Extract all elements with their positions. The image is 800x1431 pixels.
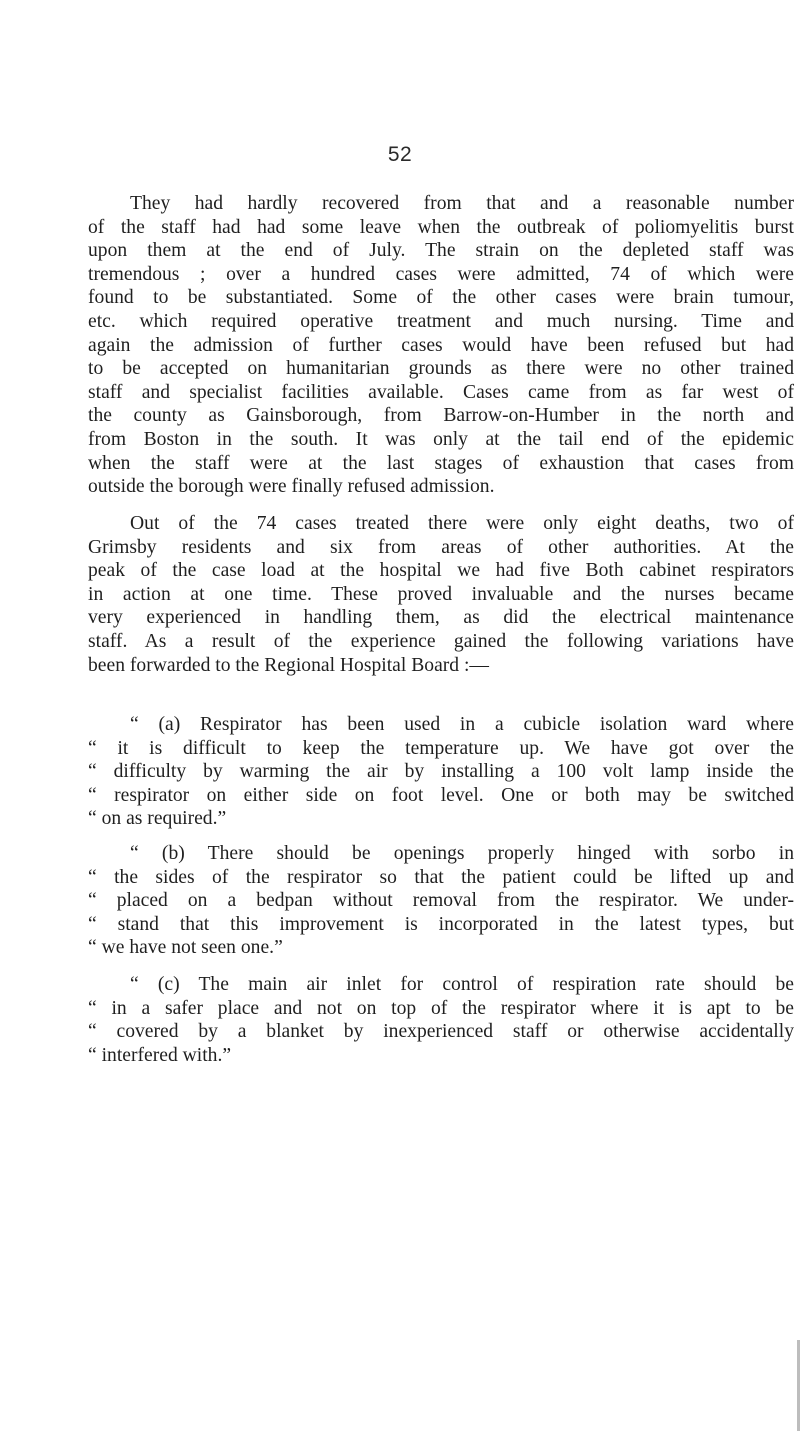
text-line: been forwarded to the Regional Hospital Board :—	[88, 654, 490, 676]
text-line: of the staff had had some leave when the outbreak of poliomyelitis burst	[88, 216, 794, 238]
text-line: very experienced in handling them, as did the electrical maintenance	[88, 607, 794, 629]
text-line: to be accepted on humanitarian grounds as there were no other trained	[88, 358, 794, 380]
text-line: again the admission of further cases would have been refused but had	[88, 334, 794, 356]
text-line: outside the borough were finally refused admission.	[88, 476, 495, 498]
text-line: “ stand that this improvement is incorporated in the latest types, but	[88, 913, 794, 935]
text-line: Out of the 74 cases treated there were only eight deaths, two of	[130, 513, 794, 534]
text-line: “ on as required.”	[88, 808, 227, 830]
text-line: staff and specialist facilities available. Cases came from as far west of	[88, 381, 794, 403]
text-line: “ (c) The main air inlet for control of respiration rate should be	[130, 974, 794, 995]
text-line: etc. which required operative treatment and much nursing. Time and	[88, 310, 794, 332]
text-line: “ in a safer place and not on top of the respirator where it is apt to be	[88, 997, 794, 1019]
text-line: when the staff were at the last stages of exhaustion that cases from	[88, 452, 794, 474]
text-line: the county as Gainsborough, from Barrow-on-Humber in the north and	[88, 405, 794, 427]
text-line: in action at one time. These proved invaluable and the nurses became	[88, 583, 794, 605]
paragraph-deaths	[88, 512, 794, 677]
text-line: “ covered by a blanket by inexperienced staff or otherwise accidentally	[88, 1021, 794, 1043]
text-line: “ interfered with.”	[88, 1044, 232, 1066]
text-line: Grimsby residents and six from areas of other authorities. At the	[88, 536, 794, 558]
quote-item-a	[88, 713, 794, 831]
quote-item-c	[88, 973, 794, 1067]
text-line: from Boston in the south. It was only at the tail end of the epidemic	[88, 428, 794, 450]
text-line: “ difficulty by warming the air by installing a 100 volt lamp inside the	[88, 761, 794, 783]
text-line: “ the sides of the respirator so that the patient could be lifted up and	[88, 866, 794, 888]
text-line: “ (a) Respirator has been used in a cubicle isolation ward where	[130, 714, 794, 735]
text-line: “ respirator on either side on foot level. One or both may be switched	[88, 784, 794, 806]
page-number: 52	[387, 143, 413, 166]
quote-item-b	[88, 842, 794, 960]
paragraph-outbreak	[88, 192, 794, 499]
text-line: “ we have not seen one.”	[88, 937, 283, 959]
text-line: They had hardly recovered from that and a reasonable number	[130, 193, 794, 214]
text-line: “ placed on a bedpan without removal from the respirator. We under-	[88, 890, 794, 912]
text-line: found to be substantiated. Some of the other cases were brain tumour,	[88, 287, 794, 309]
text-line: peak of the case load at the hospital we had five Both cabinet respirators	[88, 560, 794, 582]
text-line: “ (b) There should be openings properly hinged with sorbo in	[130, 843, 794, 864]
text-line: upon them at the end of July. The strain on the depleted staff was	[88, 240, 794, 262]
text-line: staff. As a result of the experience gained the following variations have	[88, 630, 794, 652]
text-line: “ it is difficult to keep the temperature up. We have got over the	[88, 737, 794, 759]
text-line: tremendous ; over a hundred cases were admitted, 74 of which were	[88, 263, 794, 285]
